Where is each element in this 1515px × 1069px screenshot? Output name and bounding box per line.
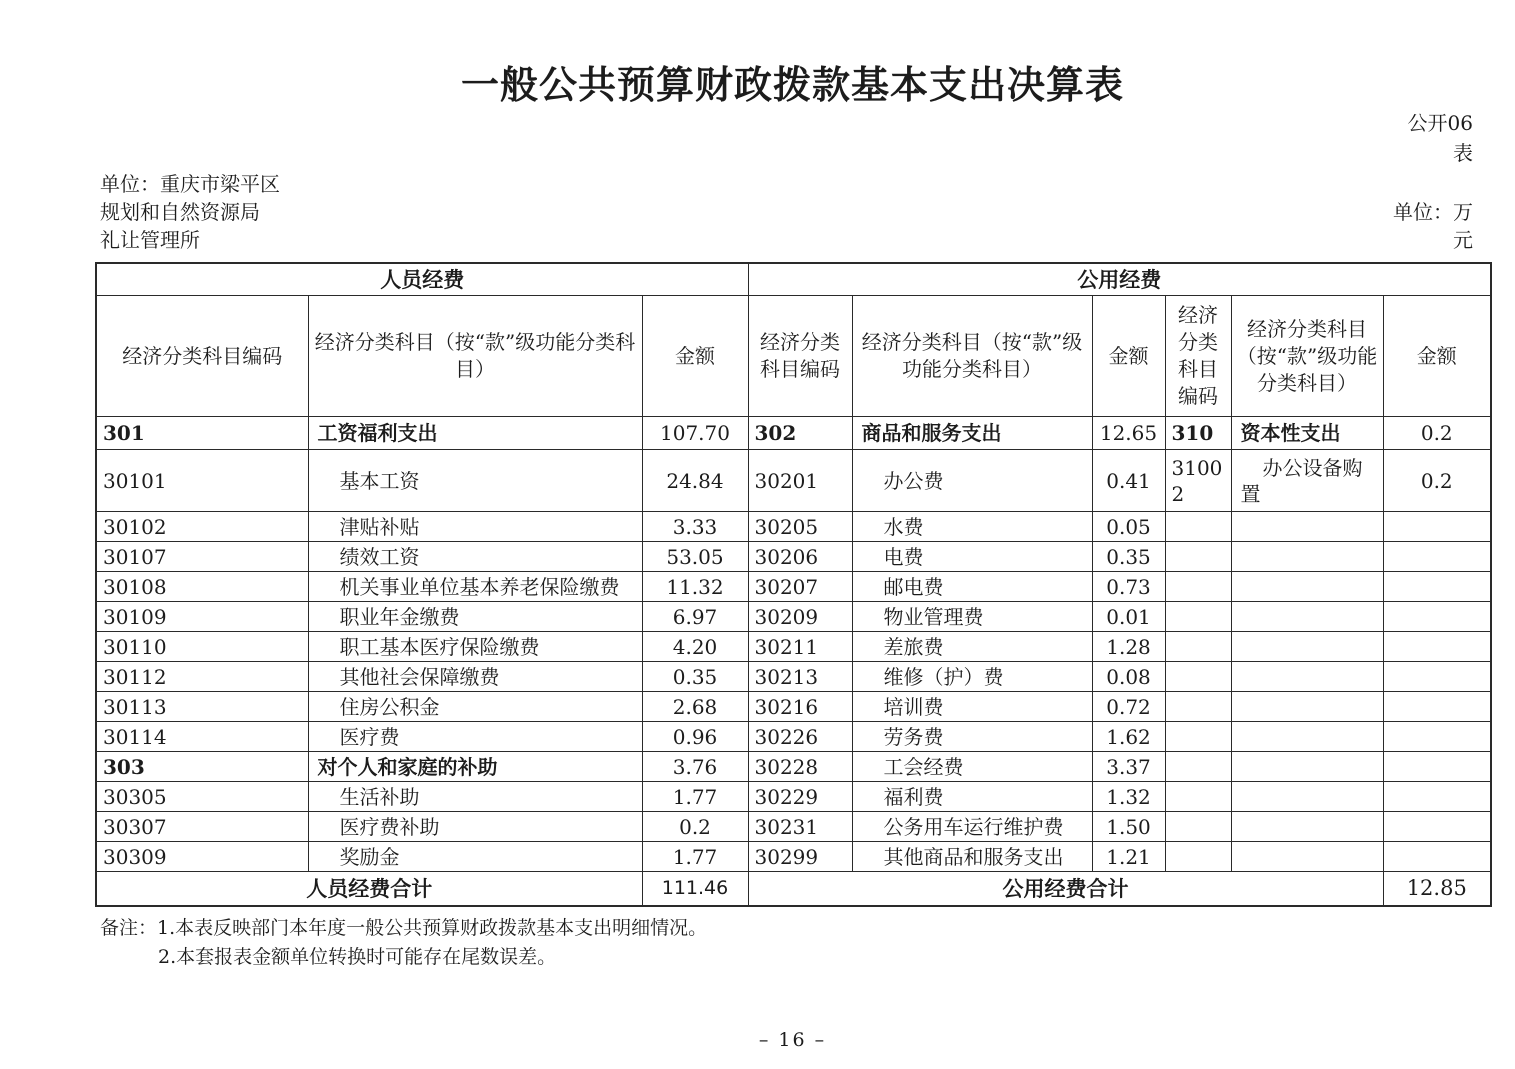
column-header-code-3: 经济分类科目编码 — [1165, 296, 1231, 417]
column-header-row — [96, 296, 1491, 417]
page-number: – 16 – — [758, 1029, 827, 1051]
cell-amount: 0.73 — [1092, 572, 1165, 602]
footnotes — [100, 914, 707, 972]
cell-code: 30305 — [96, 782, 308, 812]
section-header-personnel: 人员经费 — [96, 263, 748, 296]
cell-subject: 劳务费 — [852, 722, 1092, 752]
reporting-unit-line-2: 规划和自然资源局 — [100, 200, 260, 224]
cell-subject: 其他商品和服务支出 — [852, 842, 1092, 872]
reporting-unit-line-1: 单位：重庆市梁平区 — [100, 172, 280, 196]
page-title: 一般公共预算财政拨款基本支出决算表 — [460, 62, 1124, 107]
cell-subject — [1231, 782, 1383, 812]
cell-code: 30107 — [96, 542, 308, 572]
table-row — [96, 602, 1491, 632]
cell-code: 30213 — [748, 662, 852, 692]
cell-code: 302 — [748, 417, 852, 450]
cell-subject: 水费 — [852, 512, 1092, 542]
personnel-total-amount: 111.46 — [642, 872, 748, 906]
column-header-code-2: 经济分类科目编码 — [748, 296, 852, 417]
column-header-amount-3: 金额 — [1383, 296, 1491, 417]
cell-subject: 培训费 — [852, 692, 1092, 722]
cell-code: 30228 — [748, 752, 852, 782]
cell-subject: 医疗费 — [308, 722, 642, 752]
cell-subject: 工会经费 — [852, 752, 1092, 782]
cell-code: 30201 — [748, 450, 852, 512]
cell-subject: 职业年金缴费 — [308, 602, 642, 632]
cell-subject — [1231, 572, 1383, 602]
cell-code — [1165, 572, 1231, 602]
cell-amount — [1383, 662, 1491, 692]
cell-amount: 3.33 — [642, 512, 748, 542]
cell-code — [1165, 842, 1231, 872]
cell-code — [1165, 602, 1231, 632]
cell-subject: 公务用车运行维护费 — [852, 812, 1092, 842]
cell-amount: 0.35 — [642, 662, 748, 692]
cell-amount: 1.21 — [1092, 842, 1165, 872]
cell-subject: 维修（护）费 — [852, 662, 1092, 692]
cell-amount: 0.2 — [642, 812, 748, 842]
cell-amount — [1383, 572, 1491, 602]
cell-amount: 24.84 — [642, 450, 748, 512]
cell-amount: 0.2 — [1383, 450, 1491, 512]
cell-subject: 职工基本医疗保险缴费 — [308, 632, 642, 662]
cell-amount: 1.77 — [642, 782, 748, 812]
cell-amount — [1383, 752, 1491, 782]
cell-code — [1165, 632, 1231, 662]
table-row — [96, 782, 1491, 812]
cell-subject: 办公设备购置 — [1231, 450, 1383, 512]
cell-subject: 住房公积金 — [308, 692, 642, 722]
cell-amount: 0.08 — [1092, 662, 1165, 692]
table-row — [96, 512, 1491, 542]
expenditure-table — [95, 262, 1492, 907]
cell-subject — [1231, 842, 1383, 872]
cell-subject — [1231, 512, 1383, 542]
cell-code: 30229 — [748, 782, 852, 812]
cell-code: 30108 — [96, 572, 308, 602]
cell-amount: 0.01 — [1092, 602, 1165, 632]
column-header-subject-2: 经济分类科目（按“款”级功能分类科目） — [852, 296, 1092, 417]
cell-amount: 1.77 — [642, 842, 748, 872]
section-header-public: 公用经费 — [748, 263, 1491, 296]
cell-code: 303 — [96, 752, 308, 782]
cell-code: 30209 — [748, 602, 852, 632]
table-row — [96, 450, 1491, 512]
table-row — [96, 692, 1491, 722]
cell-amount — [1383, 722, 1491, 752]
cell-amount: 1.50 — [1092, 812, 1165, 842]
doc-code — [1408, 108, 1473, 168]
cell-amount — [1383, 782, 1491, 812]
cell-subject: 对个人和家庭的补助 — [308, 752, 642, 782]
cell-subject: 办公费 — [852, 450, 1092, 512]
cell-amount — [1383, 632, 1491, 662]
cell-subject: 机关事业单位基本养老保险缴费 — [308, 572, 642, 602]
column-header-code-1: 经济分类科目编码 — [96, 296, 308, 417]
cell-amount — [1383, 512, 1491, 542]
cell-subject: 基本工资 — [308, 450, 642, 512]
cell-code: 30231 — [748, 812, 852, 842]
cell-amount — [1383, 542, 1491, 572]
cell-code: 30307 — [96, 812, 308, 842]
cell-amount: 0.05 — [1092, 512, 1165, 542]
cell-subject: 医疗费补助 — [308, 812, 642, 842]
cell-code: 30112 — [96, 662, 308, 692]
column-header-amount-2: 金额 — [1092, 296, 1165, 417]
cell-subject: 其他社会保障缴费 — [308, 662, 642, 692]
cell-amount: 1.28 — [1092, 632, 1165, 662]
public-total-label: 公用经费合计 — [748, 872, 1383, 906]
cell-subject — [1231, 602, 1383, 632]
footnote-1: 备注：1.本表反映部门本年度一般公共预算财政拨款基本支出明细情况。 — [100, 917, 708, 939]
cell-subject — [1231, 812, 1383, 842]
cell-code: 30207 — [748, 572, 852, 602]
cell-amount — [1383, 842, 1491, 872]
cell-amount: 0.72 — [1092, 692, 1165, 722]
cell-code: 30101 — [96, 450, 308, 512]
cell-subject: 邮电费 — [852, 572, 1092, 602]
currency-unit — [1393, 198, 1473, 254]
cell-subject: 绩效工资 — [308, 542, 642, 572]
cell-code: 30102 — [96, 512, 308, 542]
cell-code: 30299 — [748, 842, 852, 872]
cell-amount: 6.97 — [642, 602, 748, 632]
cell-code: 30216 — [748, 692, 852, 722]
cell-subject — [1231, 752, 1383, 782]
cell-subject: 物业管理费 — [852, 602, 1092, 632]
cell-subject: 生活补助 — [308, 782, 642, 812]
cell-code: 30211 — [748, 632, 852, 662]
cell-amount — [1383, 812, 1491, 842]
cell-amount: 0.2 — [1383, 417, 1491, 450]
cell-subject: 电费 — [852, 542, 1092, 572]
cell-code — [1165, 722, 1231, 752]
cell-amount: 0.41 — [1092, 450, 1165, 512]
currency-unit-line-2: 元 — [1453, 228, 1473, 252]
cell-code: 301 — [96, 417, 308, 450]
cell-code — [1165, 542, 1231, 572]
column-header-subject-3: 经济分类科目（按“款”级功能分类科目） — [1231, 296, 1383, 417]
cell-amount: 4.20 — [642, 632, 748, 662]
cell-code: 30309 — [96, 842, 308, 872]
cell-subject: 差旅费 — [852, 632, 1092, 662]
currency-unit-line-1: 单位：万 — [1393, 200, 1473, 224]
table-row — [96, 752, 1491, 782]
cell-code — [1165, 512, 1231, 542]
cell-code: 30205 — [748, 512, 852, 542]
doc-code-line-1: 公开06 — [1407, 111, 1473, 135]
cell-amount: 0.96 — [642, 722, 748, 752]
section-header-row — [96, 263, 1491, 296]
cell-subject — [1231, 632, 1383, 662]
table-body — [96, 417, 1491, 872]
cell-code: 30226 — [748, 722, 852, 752]
totals-row — [96, 872, 1491, 906]
cell-code: 310 — [1165, 417, 1231, 450]
personnel-total-label: 人员经费合计 — [96, 872, 642, 906]
cell-subject — [1231, 692, 1383, 722]
cell-amount: 12.65 — [1092, 417, 1165, 450]
cell-amount — [1383, 692, 1491, 722]
cell-amount: 1.32 — [1092, 782, 1165, 812]
footnote-2: 2.本套报表金额单位转换时可能存在尾数误差。 — [158, 946, 557, 968]
cell-amount: 53.05 — [642, 542, 748, 572]
cell-subject: 津贴补贴 — [308, 512, 642, 542]
cell-code: 30110 — [96, 632, 308, 662]
column-header-amount-1: 金额 — [642, 296, 748, 417]
reporting-unit-line-3: 礼让管理所 — [100, 228, 200, 252]
cell-amount: 11.32 — [642, 572, 748, 602]
column-header-subject-1: 经济分类科目（按“款”级功能分类科目） — [308, 296, 642, 417]
reporting-unit — [100, 170, 280, 254]
cell-subject: 商品和服务支出 — [852, 417, 1092, 450]
cell-code: 31002 — [1165, 450, 1231, 512]
cell-amount: 3.37 — [1092, 752, 1165, 782]
cell-subject — [1231, 542, 1383, 572]
cell-amount — [1383, 602, 1491, 632]
table-row — [96, 812, 1491, 842]
cell-amount: 107.70 — [642, 417, 748, 450]
cell-code — [1165, 782, 1231, 812]
table-row — [96, 722, 1491, 752]
cell-subject — [1231, 662, 1383, 692]
cell-subject: 工资福利支出 — [308, 417, 642, 450]
cell-code — [1165, 752, 1231, 782]
cell-amount: 0.35 — [1092, 542, 1165, 572]
cell-code — [1165, 812, 1231, 842]
doc-code-line-2: 表 — [1453, 141, 1473, 165]
cell-code — [1165, 662, 1231, 692]
cell-amount: 3.76 — [642, 752, 748, 782]
cell-code: 30114 — [96, 722, 308, 752]
cell-code: 30113 — [96, 692, 308, 722]
public-total-amount: 12.85 — [1383, 872, 1491, 906]
cell-code — [1165, 692, 1231, 722]
cell-subject: 福利费 — [852, 782, 1092, 812]
table-row — [96, 632, 1491, 662]
table-row — [96, 572, 1491, 602]
table-row — [96, 417, 1491, 450]
cell-code: 30206 — [748, 542, 852, 572]
table-row — [96, 542, 1491, 572]
cell-subject: 奖励金 — [308, 842, 642, 872]
cell-code: 30109 — [96, 602, 308, 632]
cell-amount: 2.68 — [642, 692, 748, 722]
table-row — [96, 842, 1491, 872]
table-row — [96, 662, 1491, 692]
cell-subject: 资本性支出 — [1231, 417, 1383, 450]
cell-amount: 1.62 — [1092, 722, 1165, 752]
cell-subject — [1231, 722, 1383, 752]
